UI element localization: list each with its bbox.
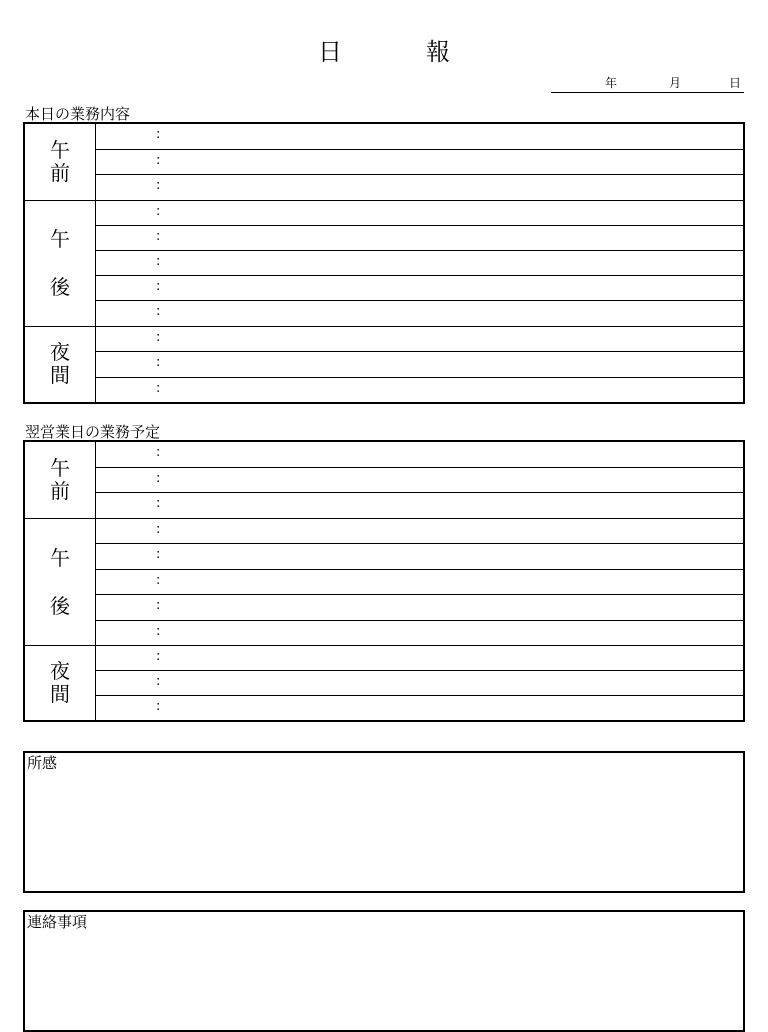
next-afternoon-row-5[interactable]	[96, 620, 743, 645]
next-afternoon-rows	[96, 518, 743, 645]
today-morning-label-top: 午	[50, 137, 70, 162]
row-colon: :	[156, 649, 161, 664]
today-afternoon-row-2[interactable]	[96, 225, 743, 250]
row-colon: :	[156, 279, 161, 295]
today-afternoon-row-1[interactable]	[96, 201, 743, 225]
next-afternoon-row-3[interactable]	[96, 569, 743, 594]
today-morning-label-bottom: 前	[50, 160, 70, 185]
row-colon: :	[156, 522, 161, 537]
today-night-row-3[interactable]	[96, 377, 743, 403]
row-colon: :	[156, 445, 161, 460]
next-afternoon-row-1[interactable]	[96, 519, 743, 543]
today-morning-label	[25, 124, 96, 200]
date-year-label: 年	[605, 76, 618, 90]
today-morning-rows	[96, 124, 743, 200]
row-colon: :	[156, 178, 161, 193]
row-colon: :	[156, 304, 161, 320]
impressions-label: 所感	[27, 754, 58, 772]
today-morning-row-3[interactable]	[96, 174, 743, 200]
next-morning-label-bottom: 前	[50, 479, 70, 503]
next-afternoon-label	[25, 518, 96, 645]
next-afternoon-label-top: 午	[50, 545, 70, 570]
today-afternoon-row-4[interactable]	[96, 275, 743, 300]
today-afternoon-label-bottom: 後	[50, 274, 70, 299]
next-day-section-label: 翌営業日の業務予定	[25, 423, 161, 441]
next-night-label-top: 夜	[50, 659, 70, 683]
next-morning-rows	[96, 442, 743, 518]
today-afternoon-row-5[interactable]	[96, 300, 743, 325]
next-morning-label	[25, 442, 96, 518]
today-night-label-bottom: 間	[50, 363, 70, 388]
impressions-box[interactable]	[23, 751, 745, 893]
today-night-label-top: 夜	[50, 340, 70, 365]
row-colon: :	[156, 496, 161, 512]
next-night-rows	[96, 645, 743, 720]
today-section-label: 本日の業務内容	[25, 105, 131, 123]
next-night-row-2[interactable]	[96, 670, 743, 695]
next-afternoon-row-2[interactable]	[96, 543, 743, 568]
row-colon: :	[156, 699, 161, 714]
next-night-label-bottom: 間	[50, 682, 70, 706]
row-colon: :	[156, 329, 161, 345]
today-night-row-1[interactable]	[96, 327, 743, 352]
today-schedule-table	[23, 122, 745, 404]
today-afternoon-label	[25, 200, 96, 326]
next-morning-row-2[interactable]	[96, 467, 743, 493]
date-field[interactable]	[551, 74, 744, 93]
row-colon: :	[156, 355, 161, 370]
row-colon: :	[156, 203, 161, 219]
row-colon: :	[156, 152, 161, 168]
next-night-label	[25, 645, 96, 720]
notices-label: 連絡事項	[27, 913, 88, 931]
date-month-label: 月	[669, 76, 682, 90]
row-colon: :	[156, 127, 161, 142]
row-colon: :	[156, 470, 161, 486]
next-morning-label-top: 午	[50, 456, 70, 480]
next-afternoon-label-bottom: 後	[50, 593, 70, 618]
page-title: 日 報	[318, 38, 480, 66]
today-morning-row-2[interactable]	[96, 149, 743, 175]
row-colon: :	[156, 572, 161, 588]
row-colon: :	[156, 674, 161, 689]
row-colon: :	[156, 598, 161, 614]
today-afternoon-row-3[interactable]	[96, 250, 743, 275]
row-colon: :	[156, 228, 161, 244]
today-night-row-2[interactable]	[96, 351, 743, 377]
row-colon: :	[156, 623, 161, 639]
date-day-label: 日	[729, 76, 742, 90]
today-afternoon-label-top: 午	[50, 226, 70, 251]
next-morning-row-3[interactable]	[96, 492, 743, 518]
today-night-label	[25, 326, 96, 403]
row-colon: :	[156, 253, 161, 269]
next-night-row-3[interactable]	[96, 695, 743, 720]
today-morning-row-1[interactable]	[96, 124, 743, 149]
next-afternoon-row-4[interactable]	[96, 594, 743, 619]
row-colon: :	[156, 380, 161, 396]
row-colon: :	[156, 547, 161, 563]
next-night-row-1[interactable]	[96, 646, 743, 670]
next-day-schedule-table	[23, 440, 745, 722]
today-afternoon-rows	[96, 200, 743, 326]
today-night-rows	[96, 326, 743, 403]
next-morning-row-1[interactable]	[96, 442, 743, 467]
notices-box[interactable]	[23, 910, 745, 1032]
